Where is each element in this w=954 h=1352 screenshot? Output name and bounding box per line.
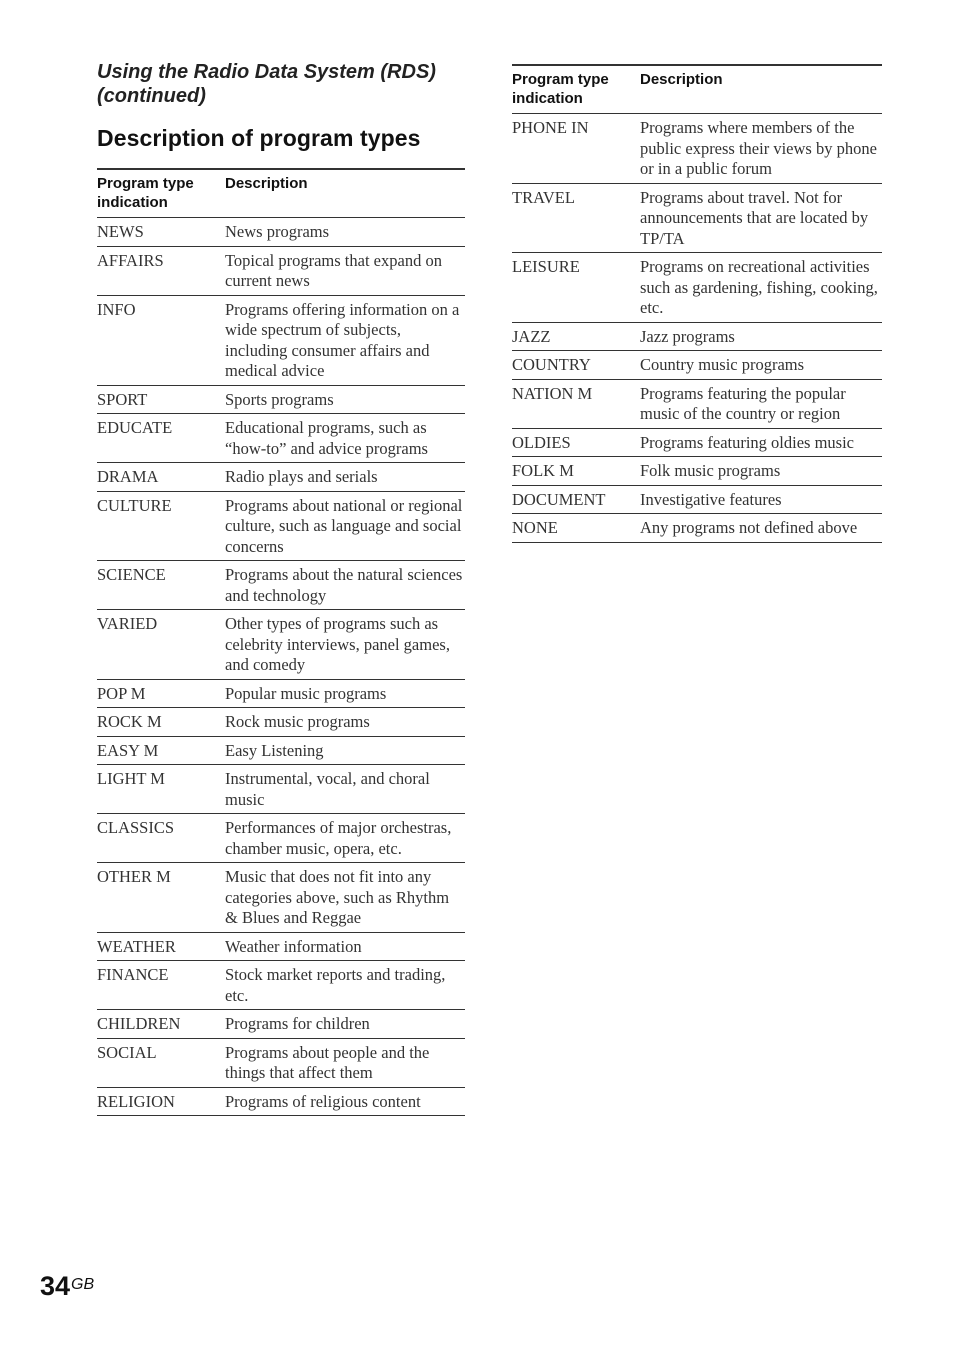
table-row [97,491,465,561]
program-type-cell: SPORT [97,385,225,414]
table-row [97,385,465,414]
table-row [512,514,882,543]
table-body-left [97,218,465,1116]
program-type-cell: COUNTRY [512,351,640,380]
table-row [97,218,465,247]
page-number [40,1268,94,1304]
program-type-cell: OLDIES [512,428,640,457]
description-cell: Jazz programs [640,322,882,351]
program-type-cell: JAZZ [512,322,640,351]
description-cell: Programs about the natural sciences and technology [225,561,465,610]
table-header-row [97,169,465,218]
description-cell: Sports programs [225,385,465,414]
program-type-cell: NONE [512,514,640,543]
description-cell: Programs on recreational activities such as gardening, fishing, cooking, etc. [640,253,882,323]
program-type-cell: EASY M [97,736,225,765]
table-row [512,253,882,323]
program-type-cell: CLASSICS [97,814,225,863]
description-cell: Instrumental, vocal, and choral music [225,765,465,814]
description-cell: Weather information [225,932,465,961]
program-type-cell: DOCUMENT [512,485,640,514]
program-types-table-left [97,168,465,1116]
description-cell: Programs about travel. Not for announcements that are located by TP/TA [640,183,882,253]
description-cell: Educational programs, such as “how-to” and advice programs [225,414,465,463]
description-cell: Performances of major orchestras, chamber music, opera, etc. [225,814,465,863]
program-type-cell: VARIED [97,610,225,680]
table-row [97,1038,465,1087]
table-body-right [512,114,882,543]
program-type-cell: CHILDREN [97,1010,225,1039]
table-row [512,457,882,486]
program-type-cell: LIGHT M [97,765,225,814]
program-type-cell: SCIENCE [97,561,225,610]
program-type-cell: WEATHER [97,932,225,961]
continued-heading: Using the Radio Data System (RDS) (continued) [97,61,436,107]
description-cell: Music that does not fit into any categories above, such as Rhythm & Blues and Reggae [225,863,465,933]
table-row [97,463,465,492]
program-type-cell: ROCK M [97,708,225,737]
program-type-cell: LEISURE [512,253,640,323]
table-row [97,1087,465,1116]
table-row [97,561,465,610]
table-row [97,736,465,765]
table-row [512,183,882,253]
table-row [97,708,465,737]
column-header-program-type: Program type indication [97,169,225,218]
table-header-row [512,65,882,114]
table-row [512,379,882,428]
table-row [512,322,882,351]
table-row [97,414,465,463]
table-row [97,932,465,961]
page-number-value: 34 [40,1271,71,1301]
program-type-cell: RELIGION [97,1087,225,1116]
program-type-cell: TRAVEL [512,183,640,253]
program-type-cell: FOLK M [512,457,640,486]
program-type-cell: FINANCE [97,961,225,1010]
program-type-cell: PHONE IN [512,114,640,184]
program-types-table-right [512,64,882,543]
description-cell: Investigative features [640,485,882,514]
column-header-program-type: Program type indication [512,65,640,114]
description-cell: Programs featuring oldies music [640,428,882,457]
table-row [97,961,465,1010]
description-cell: Programs where members of the public express their views by phone or in a public forum [640,114,882,184]
table-row [512,114,882,184]
description-cell: Rock music programs [225,708,465,737]
description-cell: Programs featuring the popular music of the country or region [640,379,882,428]
program-type-cell: SOCIAL [97,1038,225,1087]
table-row [97,610,465,680]
table-row [97,246,465,295]
table-row [97,295,465,385]
description-cell: Programs about people and the things that affect them [225,1038,465,1087]
program-type-cell: NATION M [512,379,640,428]
program-type-cell: CULTURE [97,491,225,561]
program-type-cell: OTHER M [97,863,225,933]
program-type-cell: EDUCATE [97,414,225,463]
description-cell: Radio plays and serials [225,463,465,492]
section-title: Description of program types [97,125,421,151]
description-cell: Easy Listening [225,736,465,765]
column-header-description: Description [225,169,465,218]
description-cell: Programs offering information on a wide spectrum of subjects, including consumer affairs and medical advice [225,295,465,385]
description-cell: Topical programs that expand on current news [225,246,465,295]
table-row [512,485,882,514]
description-cell: Stock market reports and trading, etc. [225,961,465,1010]
description-cell: News programs [225,218,465,247]
program-type-cell: POP M [97,679,225,708]
column-header-description: Description [640,65,882,114]
table-row [97,1010,465,1039]
program-type-cell: DRAMA [97,463,225,492]
table-row [97,679,465,708]
description-cell: Programs of religious content [225,1087,465,1116]
description-cell: Folk music programs [640,457,882,486]
description-cell: Programs about national or regional culture, such as language and social concerns [225,491,465,561]
table-row [97,765,465,814]
table-row [97,814,465,863]
page-number-suffix: GB [71,1276,95,1293]
description-cell: Country music programs [640,351,882,380]
program-type-cell: AFFAIRS [97,246,225,295]
description-cell: Any programs not defined above [640,514,882,543]
description-cell: Other types of programs such as celebrity interviews, panel games, and comedy [225,610,465,680]
description-cell: Popular music programs [225,679,465,708]
program-type-cell: INFO [97,295,225,385]
table-row [512,351,882,380]
table-row [97,863,465,933]
description-cell: Programs for children [225,1010,465,1039]
program-type-cell: NEWS [97,218,225,247]
table-row [512,428,882,457]
